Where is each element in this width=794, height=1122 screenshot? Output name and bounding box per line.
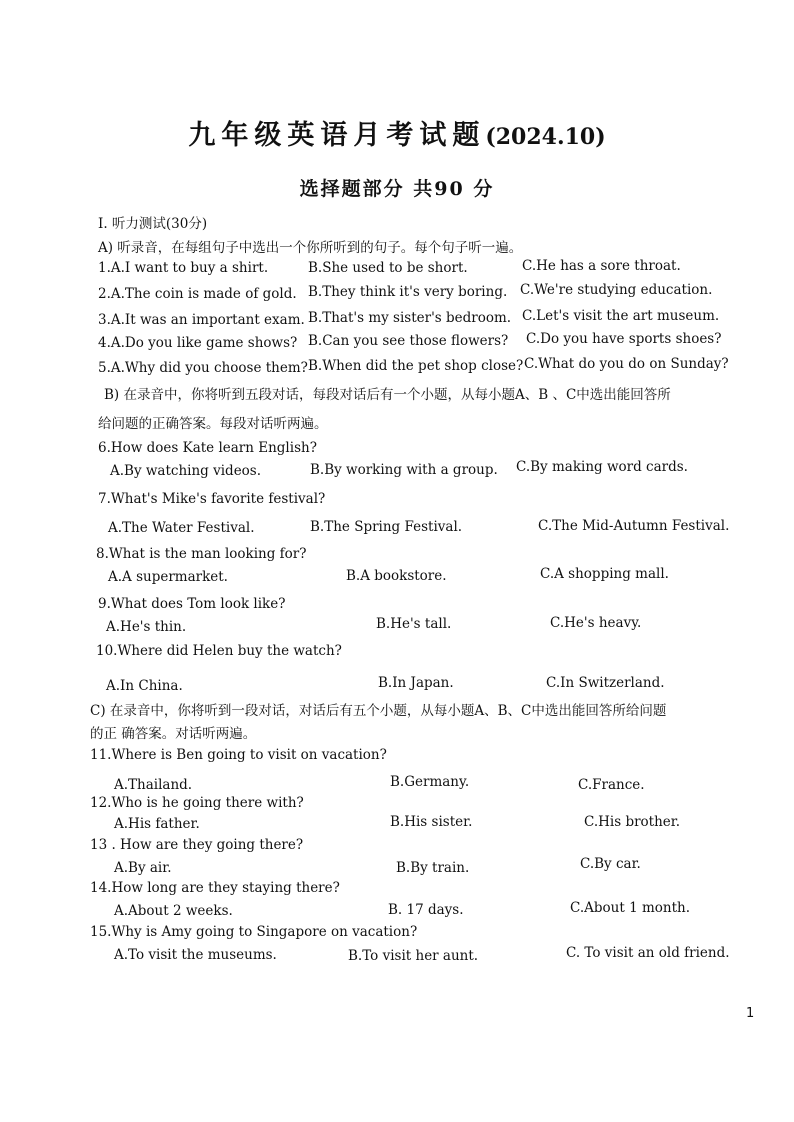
- option-13c: C.By car.: [580, 856, 641, 872]
- option-2c: C.We're studying education.: [520, 282, 713, 298]
- part-c-instruction-line1: C) 在录音中，你将听到一段对话，对话后有五个小题，从每小题A、B、C中选出能回答所给问题: [90, 703, 667, 719]
- option-5a: 5.A.Why did you choose them?: [98, 360, 308, 376]
- option-1a: 1.A.I want to buy a shirt.: [98, 260, 269, 276]
- option-10b: B.In Japan.: [378, 675, 454, 691]
- option-1b: B.She used to be short.: [308, 260, 468, 276]
- question-8: 8.What is the man looking for?: [96, 546, 307, 562]
- page-number: 1: [746, 1006, 755, 1021]
- option-7b: B.The Spring Festival.: [310, 519, 463, 535]
- question-14: 14.How long are they staying there?: [90, 880, 340, 896]
- option-15b: B.To visit her aunt.: [348, 948, 479, 964]
- option-10c: C.In Switzerland.: [546, 675, 665, 691]
- option-14b: B. 17 days.: [388, 902, 464, 918]
- option-4b: B.Can you see those flowers?: [308, 333, 509, 349]
- question-10: 10.Where did Helen buy the watch?: [96, 643, 342, 659]
- option-8a: A.A supermarket.: [108, 569, 228, 585]
- option-12b: B.His sister.: [390, 814, 473, 830]
- option-13a: A.By air.: [114, 860, 172, 876]
- title-year: (2024.10): [485, 124, 606, 150]
- option-3a: 3.A.It was an important exam.: [98, 312, 305, 328]
- option-2a: 2.A.The coin is made of gold.: [98, 286, 297, 302]
- part-b-instruction-line1: B) 在录音中，你将听到五段对话，每段对话后有一个小题，从每小题A、B 、C中选出能回答所: [104, 387, 671, 403]
- title-text: 九年级英语月考试题: [188, 120, 486, 151]
- option-15c: C. To visit an old friend.: [566, 945, 730, 961]
- option-5b: B.When did the pet shop close?: [308, 358, 524, 374]
- option-8b: B.A bookstore.: [346, 568, 447, 584]
- option-7c: C.The Mid-Autumn Festival.: [538, 518, 730, 534]
- option-6a: A.By watching videos.: [110, 463, 262, 479]
- option-2b: B.They think it's very boring.: [308, 284, 508, 300]
- option-8c: C.A shopping mall.: [540, 566, 669, 582]
- page-title: [0, 113, 794, 152]
- option-7a: A.The Water Festival.: [108, 520, 255, 536]
- option-13b: B.By train.: [396, 860, 470, 876]
- option-9c: C.He's heavy.: [550, 615, 642, 631]
- part-b-instruction-line2: 给问题的正确答案。每段对话听两遍。: [98, 416, 328, 432]
- option-11a: A.Thailand.: [114, 777, 193, 793]
- option-4a: 4.A.Do you like game shows?: [98, 335, 298, 351]
- question-6: 6.How does Kate learn English?: [98, 440, 317, 456]
- option-14c: C.About 1 month.: [570, 900, 690, 916]
- question-7: 7.What's Mike's favorite festival?: [98, 491, 326, 507]
- option-5c: C.What do you do on Sunday?: [524, 356, 729, 372]
- option-10a: A.In China.: [106, 678, 183, 694]
- option-11c: C.France.: [578, 777, 645, 793]
- option-14a: A.About 2 weeks.: [114, 903, 233, 919]
- question-15: 15.Why is Amy going to Singapore on vacation?: [90, 924, 418, 940]
- question-13: 13 . How are they going there?: [90, 837, 304, 853]
- option-6b: B.By working with a group.: [310, 462, 498, 478]
- part-a-instruction: A) 听录音，在每组句子中选出一个你所听到的句子。每个句子听一遍。: [98, 240, 523, 256]
- section-heading: I. 听力测试(30分): [98, 216, 208, 232]
- option-4c: C.Do you have sports shoes?: [526, 331, 722, 347]
- question-11: 11.Where is Ben going to visit on vacation?: [90, 747, 387, 763]
- section-subtitle: 选择题部分 共90 分: [299, 178, 495, 200]
- option-3b: B.That's my sister's bedroom.: [308, 310, 512, 326]
- option-1c: C.He has a sore throat.: [522, 258, 681, 274]
- option-9b: B.He's tall.: [376, 616, 452, 632]
- question-12: 12.Who is he going there with?: [90, 795, 304, 811]
- option-6c: C.By making word cards.: [516, 459, 688, 475]
- option-11b: B.Germany.: [390, 774, 470, 790]
- question-9: 9.What does Tom look like?: [98, 596, 286, 612]
- option-12c: C.His brother.: [584, 814, 681, 830]
- part-c-instruction-line2: 的正 确答案。对话听两遍。: [90, 726, 257, 742]
- option-15a: A.To visit the museums.: [114, 947, 277, 963]
- option-3c: C.Let's visit the art museum.: [522, 308, 720, 324]
- option-9a: A.He's thin.: [106, 619, 187, 635]
- option-12a: A.His father.: [114, 816, 200, 832]
